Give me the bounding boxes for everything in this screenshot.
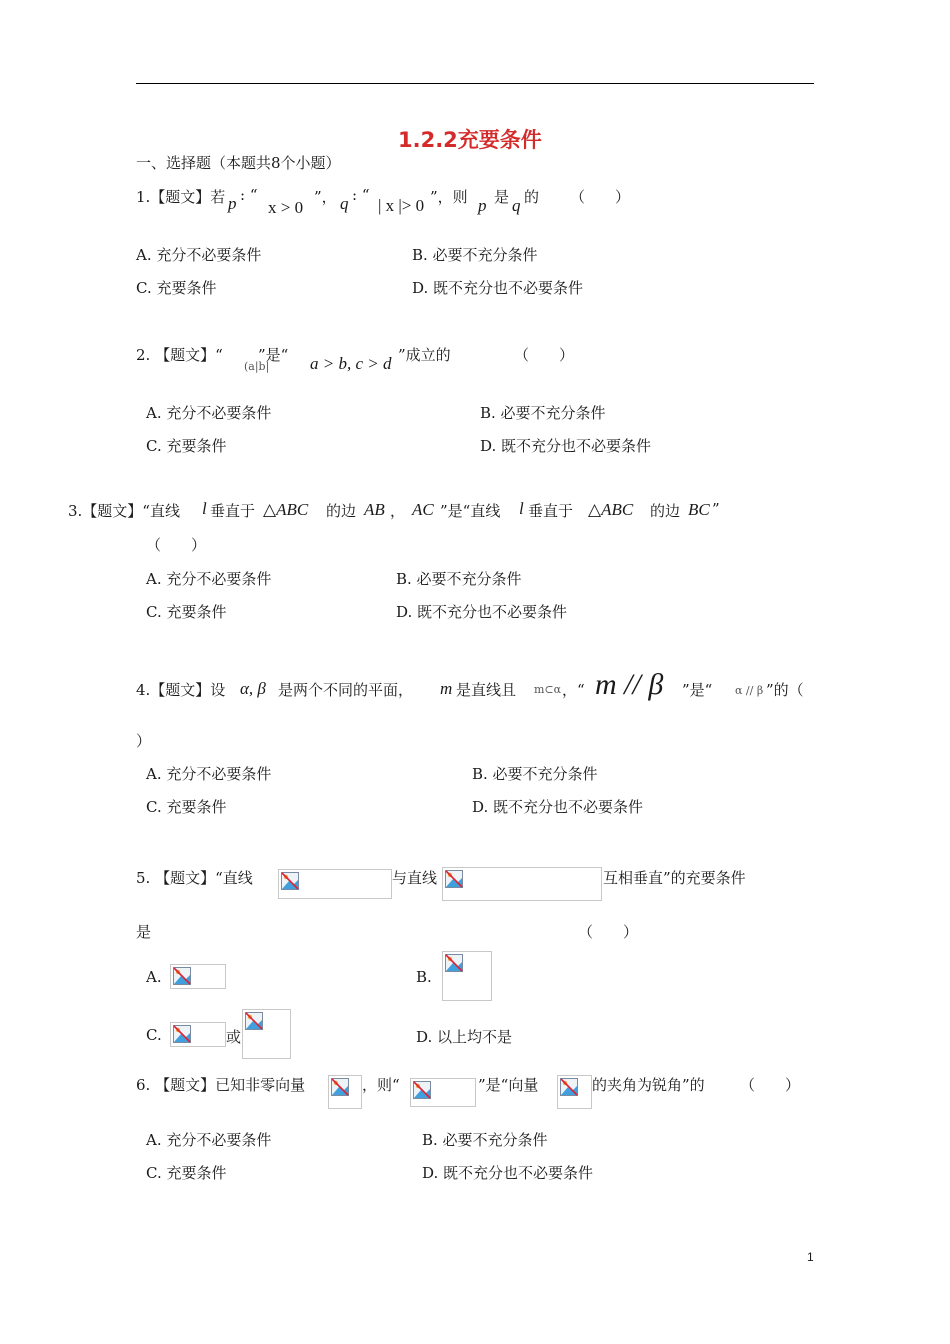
broken-image-icon [278, 869, 392, 899]
q6-option-a[interactable]: A. 充分不必要条件 [146, 1131, 272, 1149]
q4-small-expr: α // β [735, 684, 764, 697]
q1-p: p [228, 194, 237, 213]
q1-expr1: x > 0 [268, 198, 304, 217]
broken-image-icon [170, 964, 226, 989]
q1-q2: q [512, 196, 521, 215]
q1-q-intro: ”， [314, 188, 337, 206]
q3-mid1: 垂直于 [210, 502, 256, 520]
q5-or: 或 [226, 1028, 242, 1046]
q2-option-a[interactable]: A. 充分不必要条件 [146, 404, 272, 422]
q2-option-c[interactable]: C. 充要条件 [146, 437, 227, 455]
q3-mid4: 垂直于 [528, 502, 574, 520]
broken-image-glyph [413, 1081, 431, 1099]
section-heading: 一、选择题（本题共8个小题） [136, 154, 341, 172]
q5-line2: 是 [136, 923, 152, 941]
q1-option-b[interactable]: B. 必要不充分条件 [412, 246, 538, 264]
q2-option-b[interactable]: B. 必要不充分条件 [480, 404, 606, 422]
q4-m: m [440, 679, 453, 698]
q2-paren: （ ） [514, 346, 575, 364]
q1-option-c[interactable]: C. 充要条件 [136, 279, 217, 297]
q3-comma: ， [390, 502, 406, 520]
page-title: 1.2.2充要条件 [398, 128, 542, 152]
q3-ab: AB [364, 500, 385, 519]
q6-mid2: ”是“向量 [478, 1076, 539, 1094]
q2-close: ”是“ [258, 346, 289, 364]
broken-image-icon [170, 1022, 226, 1047]
q4-option-a[interactable]: A. 充分不必要条件 [146, 765, 272, 783]
q2-option-d[interactable]: D. 既不充分也不必要条件 [480, 437, 652, 455]
broken-image-icon [442, 951, 492, 1001]
broken-image-glyph [173, 1025, 191, 1043]
broken-image-glyph [331, 1078, 349, 1096]
broken-image-icon [410, 1078, 476, 1107]
q4-subset: m⊂α [534, 683, 562, 696]
q6-option-b[interactable]: B. 必要不充分条件 [422, 1131, 548, 1149]
broken-image-glyph [245, 1012, 263, 1030]
q6-paren: （ ） [740, 1076, 801, 1094]
q3-tri2: △ABC [588, 500, 634, 519]
q3-l: l [202, 499, 207, 518]
q2-small-glyph: (a|b| [244, 360, 270, 373]
q3-bc: BC [688, 500, 710, 519]
q3-mid2: 的边 [326, 502, 357, 520]
q3-l2: l [519, 499, 524, 518]
q5-prefix: 5. 【题文】“直线 [136, 869, 253, 887]
q1-paren: （ ） [570, 188, 631, 206]
q1-colon1: : “ [240, 186, 258, 204]
broken-image-glyph [445, 954, 463, 972]
q4-prefix: 4.【题文】设 [136, 681, 226, 699]
q6-mid1: ，则“ [362, 1076, 400, 1094]
broken-image-glyph [173, 967, 191, 985]
q1-then: ”，则 [430, 188, 468, 206]
q2-suffix: ”成立的 [398, 346, 451, 364]
q1-colon2: : “ [352, 186, 370, 204]
q5-paren: （ ） [578, 923, 639, 941]
q5-mid: 与直线 [392, 869, 438, 887]
q3-tri1: △ABC [263, 500, 309, 519]
broken-image-icon [557, 1075, 592, 1109]
q4-option-c[interactable]: C. 充要条件 [146, 798, 227, 816]
q5-suffix: 互相垂直”的充要条件 [603, 869, 746, 887]
q5-option-d[interactable]: D. 以上均不是 [416, 1028, 513, 1046]
broken-image-glyph [281, 872, 299, 890]
broken-image-icon [242, 1009, 291, 1059]
q1-expr2: | x |> 0 [378, 196, 425, 215]
q4-option-d[interactable]: D. 既不充分也不必要条件 [472, 798, 644, 816]
broken-image-icon [328, 1075, 362, 1109]
q5-option-b-label[interactable]: B. [416, 968, 432, 986]
q6-prefix: 6. 【题文】已知非零向量 [136, 1076, 306, 1094]
q1-of: 的 [524, 188, 540, 206]
header-rule [136, 83, 814, 84]
broken-image-icon [442, 867, 602, 901]
broken-image-glyph [445, 870, 463, 888]
q4-mid2: 是直线且 [456, 681, 517, 699]
q1-option-a[interactable]: A. 充分不必要条件 [136, 246, 262, 264]
q4-end: ”的（ [766, 681, 804, 699]
q6-suffix: 的夹角为锐角”的 [592, 1076, 705, 1094]
q4-paren-close: ） [136, 732, 152, 750]
q3-end: ” [712, 500, 720, 518]
q1-option-d[interactable]: D. 既不充分也不必要条件 [412, 279, 584, 297]
q3-paren: （ ） [146, 536, 207, 554]
q1-p2: p [478, 196, 487, 215]
q2-expr: a > b, c > d [310, 354, 392, 373]
q3-option-a[interactable]: A. 充分不必要条件 [146, 570, 272, 588]
q1-prefix: 1.【题文】若 [136, 188, 226, 206]
q3-mid3: ”是“直线 [440, 502, 501, 520]
q1-q: q [340, 194, 349, 213]
page-number: 1 [807, 1250, 814, 1264]
q3-option-b[interactable]: B. 必要不充分条件 [396, 570, 522, 588]
q4-mid4: ”是“ [682, 681, 713, 699]
q3-prefix: 3.【题文】“直线 [68, 502, 180, 520]
q3-mid5: 的边 [650, 502, 681, 520]
q4-alpha-beta: α, β [240, 679, 266, 698]
q1-is: 是 [494, 188, 510, 206]
q5-option-a-label[interactable]: A. [146, 968, 162, 986]
q3-option-d[interactable]: D. 既不充分也不必要条件 [396, 603, 568, 621]
q4-mid3: ，“ [562, 681, 585, 699]
q4-mid1: 是两个不同的平面， [278, 681, 414, 699]
q3-option-c[interactable]: C. 充要条件 [146, 603, 227, 621]
q4-option-b[interactable]: B. 必要不充分条件 [472, 765, 598, 783]
q6-option-d[interactable]: D. 既不充分也不必要条件 [422, 1164, 594, 1182]
q4-big-expr: m // β [595, 668, 664, 701]
q3-ac: AC [412, 500, 434, 519]
broken-image-glyph [560, 1078, 578, 1096]
q2-prefix: 2. 【题文】“ [136, 346, 223, 364]
q6-option-c[interactable]: C. 充要条件 [146, 1164, 227, 1182]
q5-option-c-label[interactable]: C. [146, 1026, 162, 1044]
